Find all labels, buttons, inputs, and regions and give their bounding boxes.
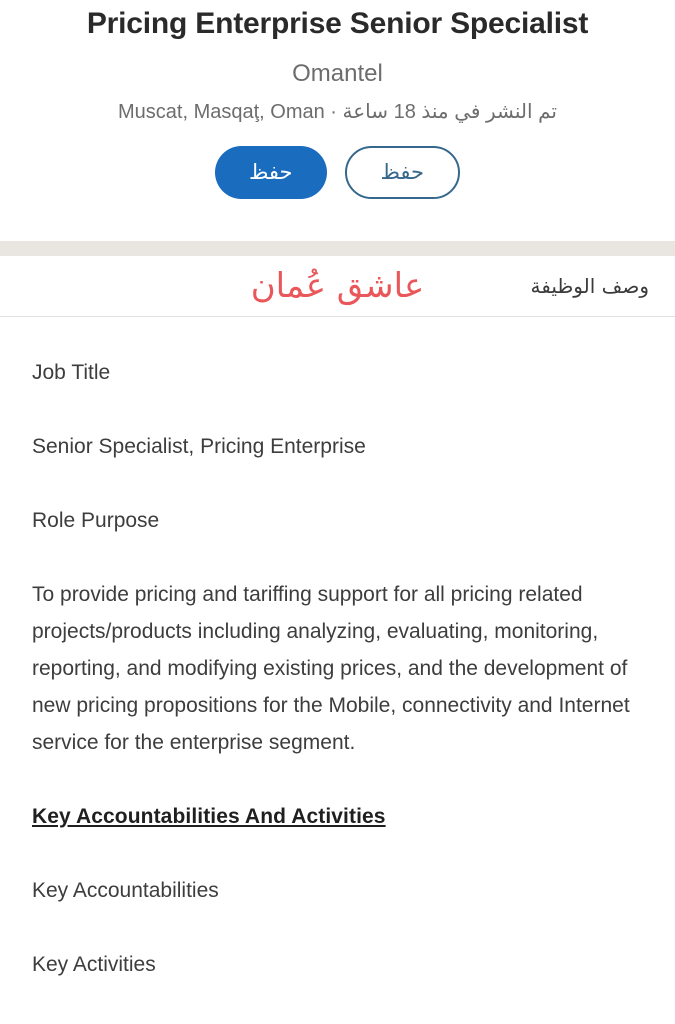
save-button-primary[interactable]: حفظ: [215, 146, 327, 199]
label-key-accountabilities: Key Accountabilities: [32, 878, 219, 902]
job-header: [0, 0, 675, 199]
save-buttons-row: [0, 146, 675, 199]
role-purpose-paragraph: To provide pricing and tariffing support for all pricing related projects/products including analyzing, evaluating, monitoring, reporting, and modifying existing prices, and the development of new pricing propositions for the Mobile, connectivity and Internet service for the enterprise segment.: [32, 582, 630, 754]
heading-key-accountabilities-and-activities: Key Accountabilities And Activities: [32, 804, 386, 828]
label-key-activities: Key Activities: [32, 952, 156, 976]
job-description-body: [0, 354, 675, 983]
watermark-text: عاشق عُمان: [250, 265, 425, 306]
section-bar: [0, 256, 675, 317]
job-meta-location-posted: تم النشر في منذ 18 ساعة · Muscat, Masqaţ, Oman: [118, 100, 557, 123]
page-title: Pricing Enterprise Senior Specialist: [86, 7, 589, 40]
divider-band: [0, 241, 675, 256]
company-name: Omantel: [292, 59, 383, 87]
label-job-title: Job Title: [32, 360, 111, 384]
job-description-heading: وصف الوظيفة: [530, 273, 649, 298]
value-job-title: Senior Specialist, Pricing Enterprise: [32, 434, 366, 458]
label-role-purpose: Role Purpose: [32, 508, 160, 532]
save-button-secondary[interactable]: حفظ: [345, 146, 461, 199]
